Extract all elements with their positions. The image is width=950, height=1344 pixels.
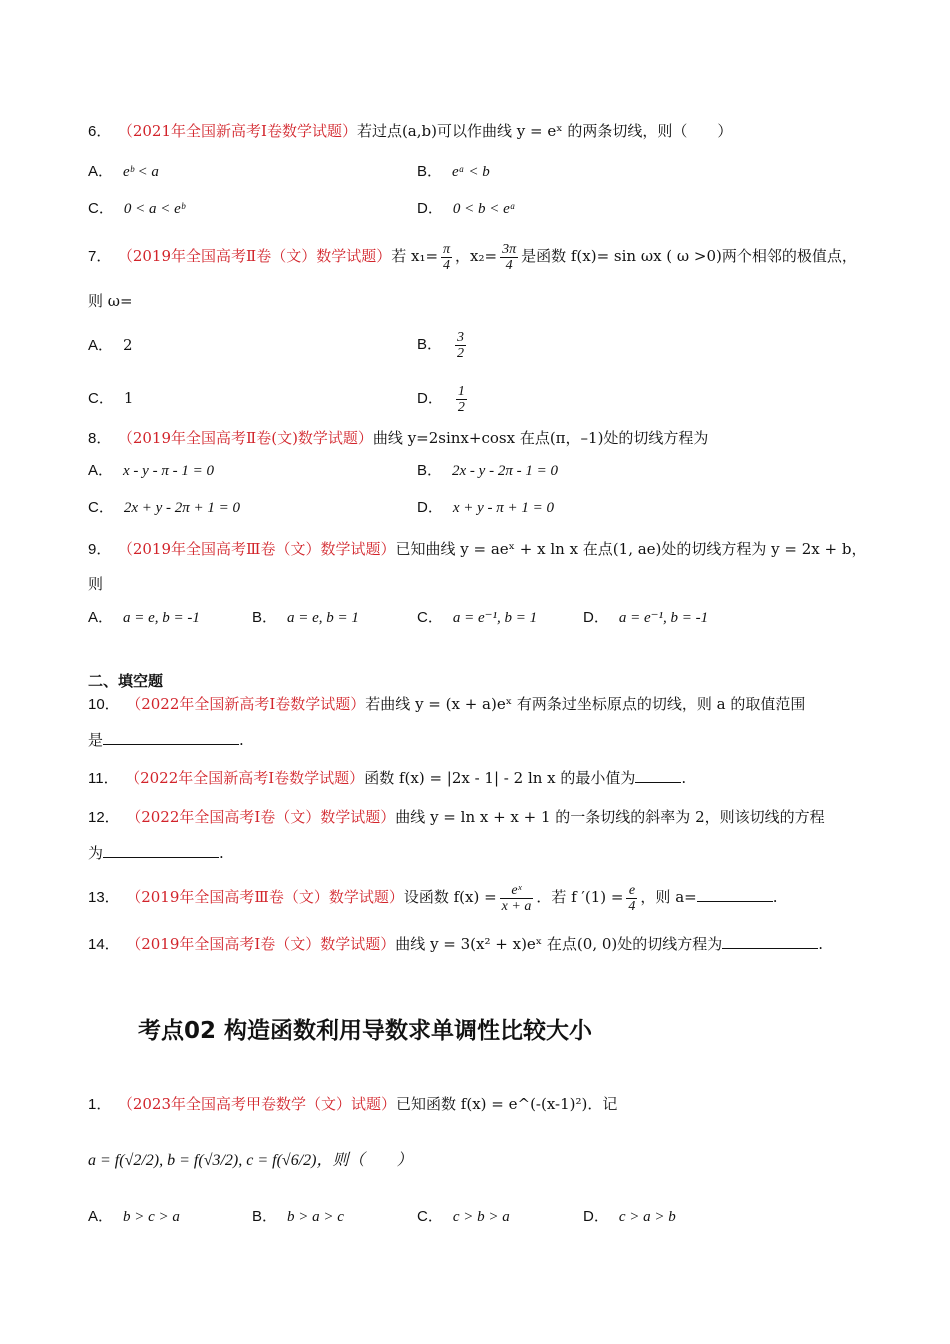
answer-blank[interactable]: [722, 934, 818, 949]
q7-option-c: [88, 387, 133, 410]
q12-number: 12．: [88, 809, 120, 826]
q9-text: 已知曲线 y = aeˣ + x ln x 在点(1, ae)处的切线方程为 y = 2x + b，: [395, 540, 867, 558]
option-label: D．: [417, 200, 443, 217]
q14-stem: [88, 933, 823, 956]
option-math: c > a > b: [618, 1209, 676, 1225]
option-label: C．: [88, 200, 114, 217]
option-label: B．: [417, 163, 443, 180]
q14-source: （2019年全国高考Ⅰ卷（文）数学试题）: [133, 935, 396, 953]
option-label: B．: [417, 336, 443, 353]
p1-source: （2023年全国高考甲卷数学（文）试题）: [125, 1095, 397, 1113]
q12-line2-text: 为: [88, 844, 104, 862]
option-math: b > c > a: [123, 1209, 180, 1225]
option-math: eᵃ < b: [452, 164, 490, 180]
option-label: A．: [88, 1208, 114, 1225]
q7-line2: 则 ω=: [88, 292, 133, 310]
option-label: C．: [88, 499, 114, 516]
q7-text-3: 是函数 f(x)= sin ωx ( ω >0)两个相邻的极值点，: [521, 247, 857, 265]
denominator: 2: [457, 399, 465, 415]
q13-text-2: ．若 f ′(1) =: [536, 888, 624, 906]
option-label: D．: [583, 1208, 609, 1225]
q10-source: （2022年全国新高考Ⅰ卷数学试题）: [133, 695, 366, 713]
numerator: 3: [457, 329, 465, 345]
q10-text: 若曲线 y = (x + a)eˣ 有两条过坐标原点的切线，则 a 的取值范围: [365, 695, 806, 713]
option-math: eᵇ < a: [123, 164, 159, 180]
option-label: B．: [417, 462, 443, 479]
answer-blank[interactable]: [697, 887, 773, 902]
q11-source: （2022年全国新高考Ⅰ卷数学试题）: [132, 769, 365, 787]
q9-option-c: [417, 606, 537, 629]
q8-text: 曲线 y=2sinx+cosx 在点(π，–1)处的切线方程为: [372, 429, 709, 447]
period: .: [681, 769, 687, 787]
option-math: 0 < a < eᵇ: [123, 201, 185, 217]
q11-stem: [88, 767, 686, 790]
q6-option-d: [417, 197, 516, 220]
option-math: c > b > a: [452, 1209, 510, 1225]
option-math: 2x - y - 2π - 1 = 0: [452, 463, 558, 479]
q7-fraction-2: [500, 242, 518, 273]
q10-number: 10．: [88, 696, 120, 713]
q8-number: 8．: [88, 430, 112, 447]
q10-stem: [88, 693, 805, 716]
q6-option-a: [88, 160, 159, 183]
q7-option-d: [417, 376, 470, 421]
option-math: a = e, b = 1: [287, 610, 359, 626]
q7-option-a: [88, 334, 133, 357]
q7-fraction-1: [441, 242, 452, 273]
p1-option-b: [252, 1205, 344, 1228]
option-math: a = e, b = -1: [123, 610, 200, 626]
period: .: [818, 935, 824, 953]
q13-fraction-f: [500, 883, 534, 914]
q9-option-d: [583, 606, 708, 629]
p1-option-c: [417, 1205, 510, 1228]
q6-stem: [88, 120, 732, 143]
q7-stem: [88, 240, 857, 273]
option-fraction: [456, 384, 467, 415]
q8-option-a: [88, 459, 214, 482]
option-math: 1: [123, 389, 134, 407]
option-label: C．: [417, 1208, 443, 1225]
q6-text: 若过点(a,b)可以作曲线 y = eˣ 的两条切线，则（ ）: [356, 122, 733, 140]
q6-number: 6．: [88, 123, 112, 140]
option-label: C．: [88, 390, 114, 407]
q8-option-c: [88, 496, 240, 519]
section-heading: 考点02 构造函数利用导数求单调性比较大小: [138, 1018, 593, 1044]
q7-option-b: [417, 322, 469, 367]
option-label: B．: [252, 1208, 278, 1225]
answer-blank[interactable]: [103, 843, 219, 858]
p1-option-a: [88, 1205, 180, 1228]
q7-text-1: 若 x₁=: [391, 247, 439, 265]
q9-source: （2019年全国高考Ⅲ卷（文）数学试题）: [125, 540, 396, 558]
q12-source: （2022年全国高考Ⅰ卷（文）数学试题）: [133, 808, 396, 826]
option-label: B．: [252, 609, 278, 626]
q12-stem: [88, 806, 825, 829]
p1-option-d: [583, 1205, 676, 1228]
q13-stem: [88, 878, 777, 917]
numerator: eˣ: [500, 883, 534, 899]
period: .: [772, 888, 778, 906]
q9-number: 9．: [88, 541, 112, 558]
q7-source: （2019年全国高考Ⅱ卷（文）数学试题）: [125, 247, 392, 265]
denominator: x + a: [501, 898, 532, 914]
option-label: D．: [583, 609, 609, 626]
option-math: 2x + y - 2π + 1 = 0: [123, 500, 241, 516]
option-label: D．: [417, 390, 443, 407]
q8-stem: [88, 427, 708, 450]
option-label: D．: [417, 499, 443, 516]
q13-text-1: 设函数 f(x) =: [403, 888, 497, 906]
q10-line2: [88, 729, 244, 751]
option-math: x - y - π - 1 = 0: [123, 463, 214, 479]
q9-line2: 则: [88, 575, 104, 593]
p1-number: 1．: [88, 1096, 112, 1113]
q6-option-b: [417, 160, 490, 183]
q8-option-d: [417, 496, 554, 519]
section-title-fill-in: 二、填空题: [88, 672, 164, 690]
q8-option-b: [417, 459, 558, 482]
q10-line2-text: 是: [88, 731, 104, 749]
q11-text: 函数 f(x) = |2x - 1| - 2 ln x 的最小值为: [364, 769, 636, 787]
q11-number: 11．: [88, 770, 119, 787]
option-label: A．: [88, 163, 114, 180]
answer-blank[interactable]: [103, 730, 239, 745]
option-math: b > a > c: [287, 1209, 344, 1225]
q14-number: 14．: [88, 936, 120, 953]
q14-text: 曲线 y = 3(x² + x)eˣ 在点(0, 0)处的切线方程为: [395, 935, 723, 953]
q6-source: （2021年全国新高考Ⅰ卷数学试题）: [125, 122, 357, 140]
option-fraction: [455, 330, 466, 361]
denominator: 4: [505, 257, 513, 273]
option-label: A．: [88, 609, 114, 626]
option-math: 2: [123, 336, 133, 354]
period: .: [219, 844, 224, 862]
q9-option-a: [88, 606, 200, 629]
option-math: a = e⁻¹, b = 1: [452, 610, 538, 626]
q8-source: （2019年全国高考Ⅱ卷(文)数学试题）: [125, 429, 373, 447]
option-math: x + y - π + 1 = 0: [452, 500, 555, 516]
p1-stem: [88, 1093, 617, 1116]
q12-text: 曲线 y = ln x + x + 1 的一条切线的斜率为 2，则该切线的方程: [395, 808, 825, 826]
option-math: a = e⁻¹, b = -1: [618, 610, 709, 626]
p1-text: 已知函数 f(x) = e^(-(x-1)²)．记: [396, 1095, 618, 1113]
q9-option-b: [252, 606, 359, 629]
denominator: 2: [457, 345, 465, 361]
p1-line2: a = f(√2/2), b = f(√3/2), c = f(√6/2)，则（ ）: [88, 1152, 413, 1169]
q7-number: 7．: [88, 248, 112, 265]
q7-text-2: ，x₂=: [455, 247, 498, 265]
numerator: 1: [457, 383, 465, 399]
option-label: C．: [417, 609, 443, 626]
denominator: 4: [628, 898, 636, 914]
numerator: 3π: [502, 241, 517, 257]
q13-number: 13．: [88, 889, 120, 906]
q13-text-3: ，则 a=: [640, 888, 697, 906]
q13-source: （2019年全国高考Ⅲ卷（文）数学试题）: [133, 888, 404, 906]
option-math: 0 < b < eᵃ: [452, 201, 516, 217]
q6-option-c: [88, 197, 185, 220]
q12-line2: [88, 842, 224, 864]
option-label: A．: [88, 462, 114, 479]
answer-blank[interactable]: [635, 768, 681, 783]
option-label: A．: [88, 337, 114, 354]
period: .: [239, 731, 244, 749]
numerator: e: [626, 883, 637, 899]
denominator: 4: [443, 257, 451, 273]
q9-stem: [88, 538, 866, 561]
q13-fraction-g: [626, 883, 637, 914]
numerator: π: [443, 241, 451, 257]
